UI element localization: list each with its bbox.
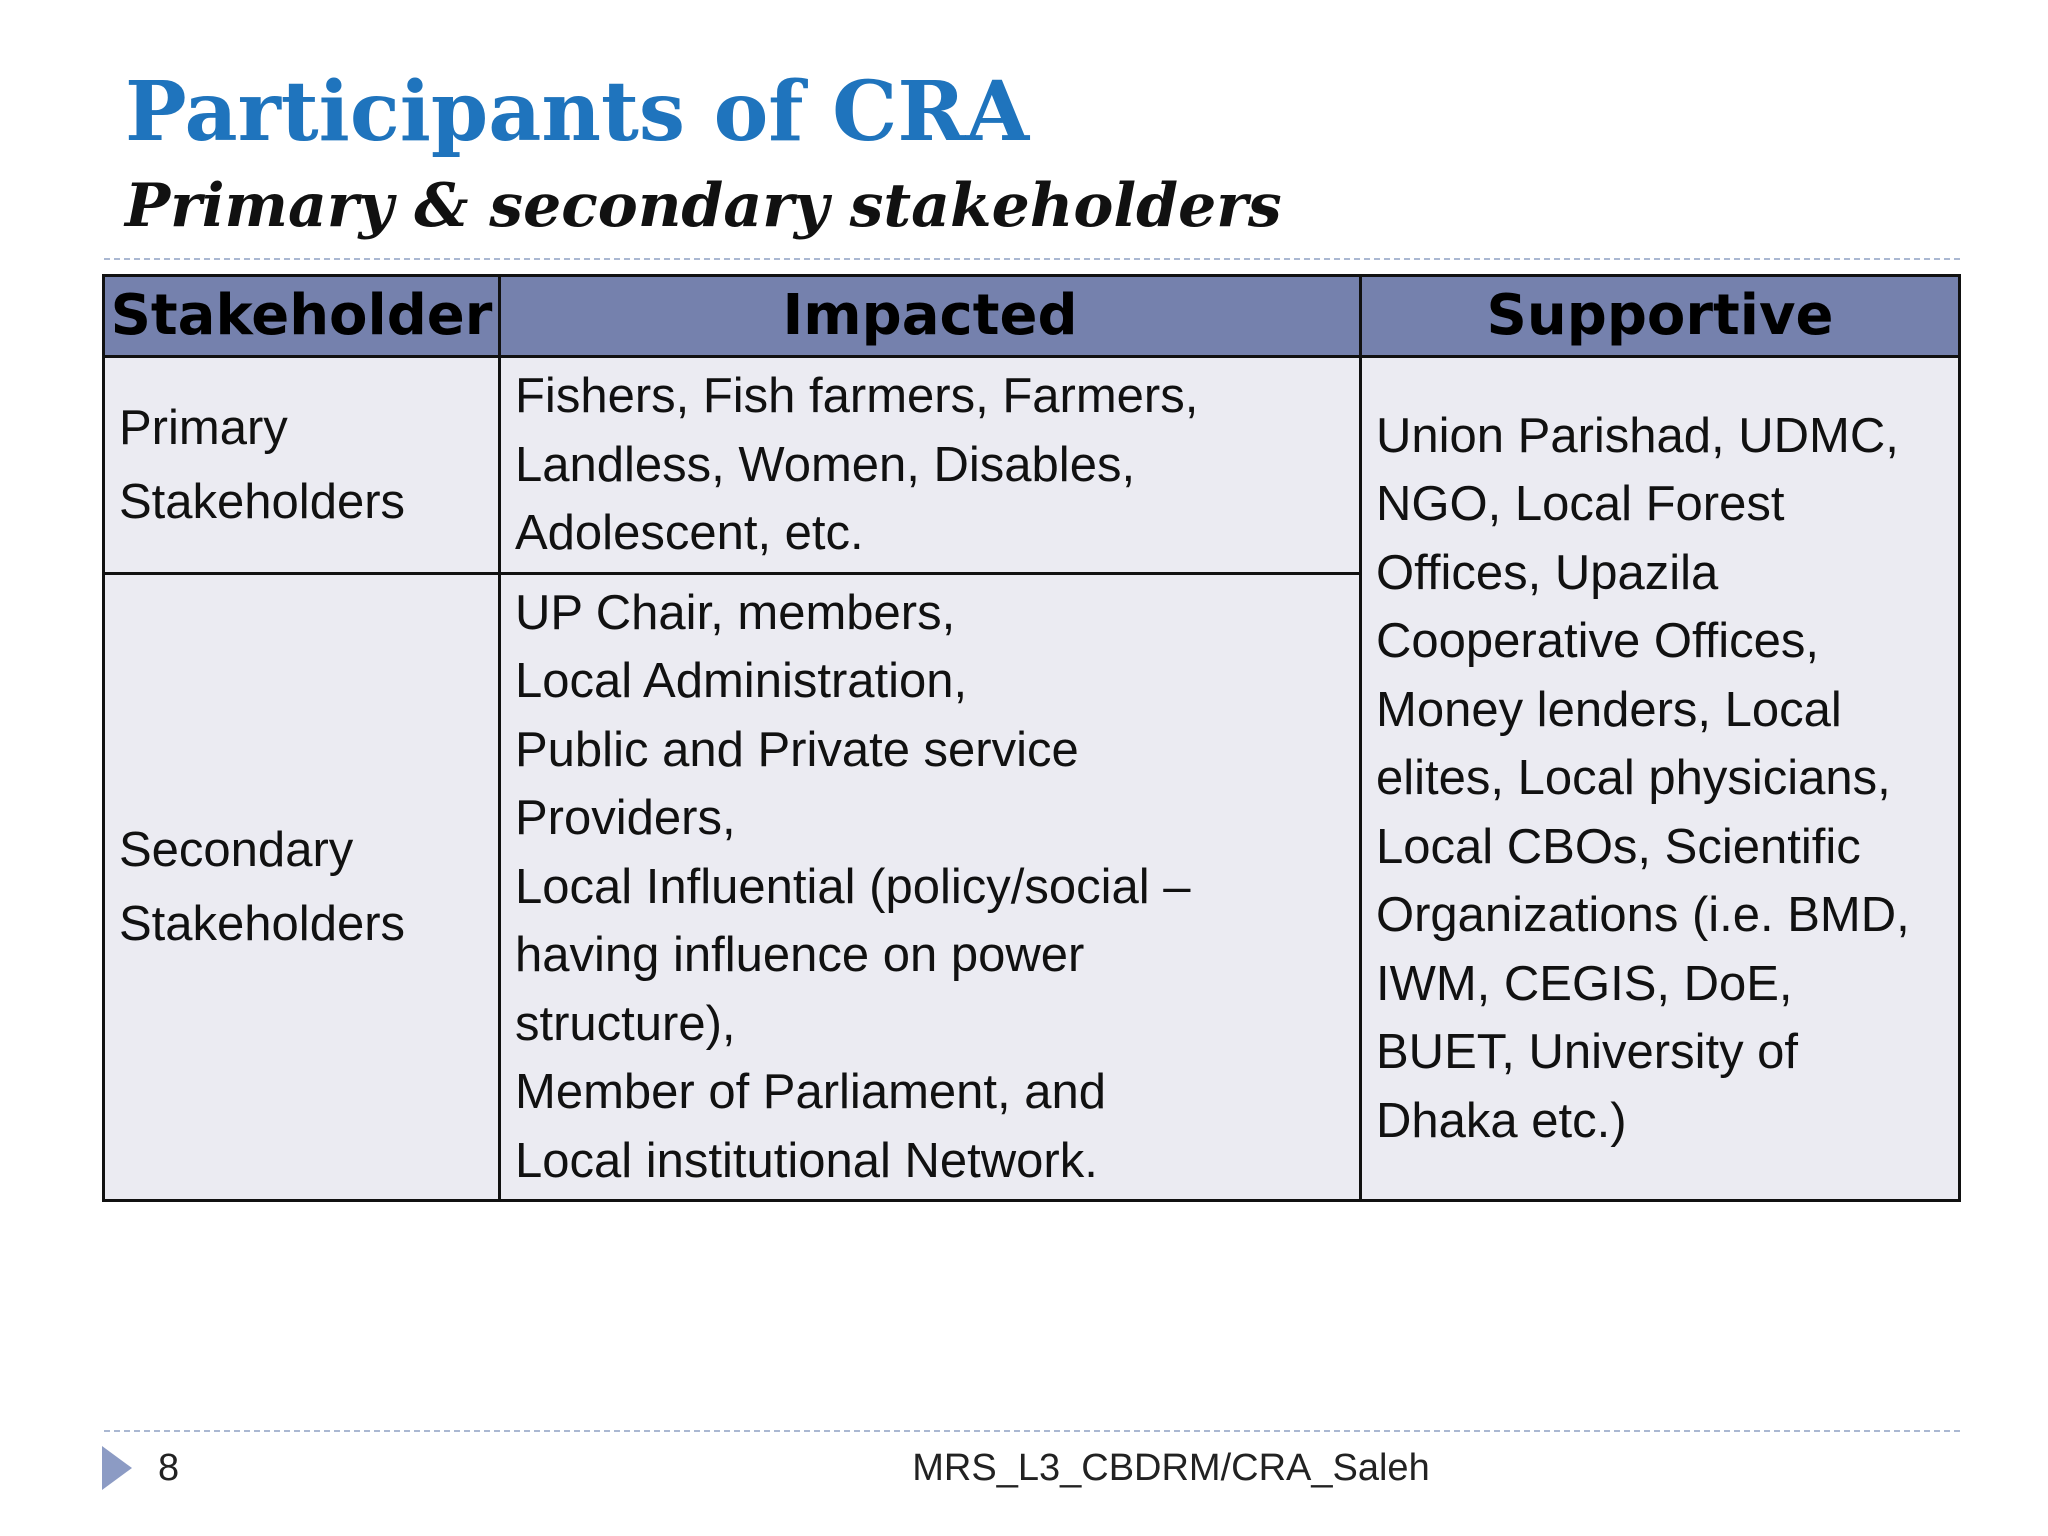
bottom-dashed-divider (104, 1430, 1960, 1432)
primary-label-line: Stakeholders (119, 474, 406, 529)
supportive-line: Dhaka etc.) (1376, 1093, 1627, 1148)
secondary-impacted-line: Member of Parliament, and (515, 1065, 1106, 1119)
primary-impacted-line: Fishers, Fish farmers, Farmers, (515, 369, 1199, 423)
slide-title: Participants of CRA (125, 64, 1030, 160)
secondary-impacted-line: Public and Private service (515, 722, 1079, 777)
secondary-impacted-line: Providers, (515, 791, 736, 845)
page-number: 8 (158, 1447, 180, 1489)
supportive-line: Union Parishad, UDMC, (1376, 408, 1899, 463)
table-header-row (104, 276, 1960, 357)
secondary-impacted-line: Local Influential (policy/social – (515, 859, 1191, 914)
primary-impacted-cell (500, 357, 1361, 574)
primary-impacted-line: Adolescent, etc. (515, 506, 864, 560)
supportive-line: Cooperative Offices, (1376, 614, 1820, 669)
supportive-line: Money lenders, Local (1376, 682, 1842, 737)
stakeholder-table (102, 274, 1961, 1202)
supportive-line: NGO, Local Forest (1376, 477, 1785, 532)
table-row-primary (104, 357, 1960, 574)
secondary-impacted-line: Local Administration, (515, 654, 968, 708)
top-dashed-divider (104, 258, 1960, 260)
secondary-impacted-line: Local institutional Network. (515, 1133, 1098, 1188)
supportive-line: elites, Local physicians, (1376, 751, 1891, 806)
secondary-stakeholders-label (104, 573, 500, 1201)
slide-subtitle: Primary & secondary stakeholders (125, 171, 1282, 241)
primary-stakeholders-label (104, 357, 500, 574)
header-impacted: Impacted (500, 276, 1361, 357)
header-supportive: Supportive (1361, 276, 1960, 357)
header-stakeholder: Stakeholder (104, 276, 500, 357)
footer-text: MRS_L3_CBDRM/CRA_Saleh (912, 1447, 1430, 1489)
supportive-line: BUET, University of (1376, 1025, 1799, 1080)
secondary-label-line: Secondary (119, 822, 354, 877)
supportive-line: IWM, CEGIS, DoE, (1376, 956, 1793, 1011)
secondary-impacted-line: UP Chair, members, (515, 585, 956, 640)
secondary-impacted-line: having influence on power (515, 928, 1085, 982)
primary-impacted-line: Landless, Women, Disables, (515, 437, 1136, 492)
supportive-cell (1361, 357, 1960, 1201)
primary-label-line: Primary (119, 400, 288, 455)
supportive-line: Local CBOs, Scientific (1376, 819, 1861, 874)
secondary-impacted-line: structure), (515, 996, 736, 1051)
secondary-label-line: Stakeholders (119, 896, 406, 951)
supportive-line: Offices, Upazila (1376, 545, 1719, 600)
supportive-line: Organizations (i.e. BMD, (1376, 888, 1910, 943)
secondary-impacted-cell (500, 573, 1361, 1201)
